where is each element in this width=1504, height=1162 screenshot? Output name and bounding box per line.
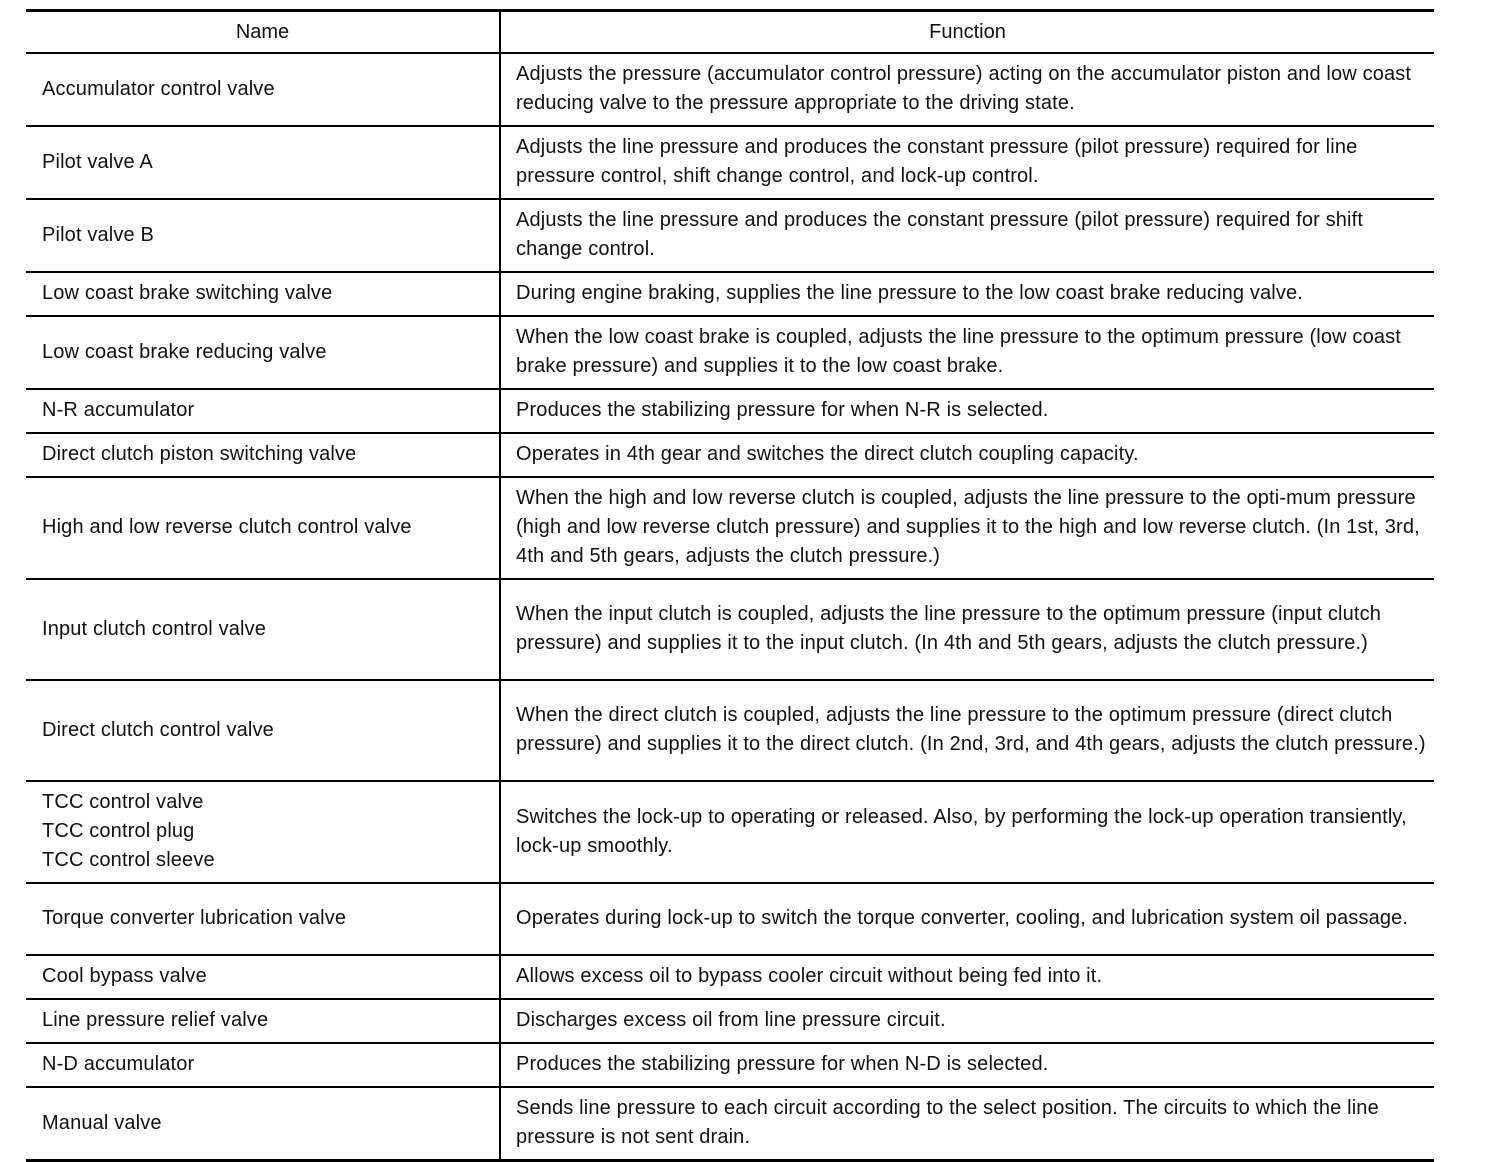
valve-name-cell bbox=[26, 272, 500, 316]
valve-name: TCC control valve bbox=[42, 791, 204, 813]
valve-name-cell bbox=[26, 199, 500, 272]
table-row bbox=[26, 579, 1434, 680]
valve-name: Manual valve bbox=[42, 1111, 162, 1134]
table-header-row bbox=[26, 11, 1434, 54]
valve-name-cell bbox=[26, 53, 500, 126]
valve-function-cell: During engine braking, supplies the line pressure to the low coast brake reducing valve. bbox=[500, 272, 1434, 316]
table-row bbox=[26, 1087, 1434, 1161]
valve-name: Pilot valve B bbox=[42, 223, 154, 246]
valve-function-table bbox=[26, 9, 1434, 1162]
valve-function-cell: Discharges excess oil from line pressure circuit. bbox=[500, 999, 1434, 1043]
table-row bbox=[26, 389, 1434, 433]
valve-name-cell bbox=[26, 579, 500, 680]
valve-function-cell: Switches the lock-up to operating or released. Also, by performing the lock-up operation transiently, lock-up smoothly. bbox=[500, 781, 1434, 883]
valve-name-cell bbox=[26, 1087, 500, 1161]
valve-function-cell: When the high and low reverse clutch is coupled, adjusts the line pressure to the opti-mum pressure (high and low reverse clutch pressure) and supplies it to the high and low reverse clutch. (In 1st, 3rd, 4th and 5th gears, adjusts the clutch pressure.) bbox=[500, 477, 1434, 579]
table-row bbox=[26, 53, 1434, 126]
valve-name-cell bbox=[26, 999, 500, 1043]
valve-name-cell bbox=[26, 433, 500, 477]
valve-name: TCC control plug bbox=[42, 820, 195, 842]
table-row bbox=[26, 126, 1434, 199]
valve-name: Direct clutch piston switching valve bbox=[42, 443, 357, 465]
valve-function-cell: Adjusts the line pressure and produces the constant pressure (pilot pressure) required for shift change control. bbox=[500, 199, 1434, 272]
table-row bbox=[26, 433, 1434, 477]
valve-name: N-R accumulator bbox=[42, 399, 195, 421]
valve-name: Cool bypass valve bbox=[42, 965, 207, 987]
column-header-function: Function bbox=[500, 11, 1434, 54]
table-row bbox=[26, 199, 1434, 272]
valve-name: Torque converter lubrication valve bbox=[42, 907, 347, 929]
valve-function-cell: Sends line pressure to each circuit according to the select position. The circuits to which the line pressure is not sent drain. bbox=[500, 1087, 1434, 1161]
valve-function-cell: When the direct clutch is coupled, adjusts the line pressure to the optimum pressure (direct clutch pressure) and supplies it to the direct clutch. (In 2nd, 3rd, and 4th gears, adjusts the clutch pressure.) bbox=[500, 680, 1434, 781]
valve-name-cell bbox=[26, 955, 500, 999]
valve-name-cell bbox=[26, 781, 500, 883]
table-row bbox=[26, 316, 1434, 389]
valve-function-cell: Produces the stabilizing pressure for when N-D is selected. bbox=[500, 1043, 1434, 1087]
column-header-name: Name bbox=[26, 11, 500, 54]
table-body bbox=[26, 53, 1434, 1161]
valve-name-cell bbox=[26, 389, 500, 433]
valve-name: Accumulator control valve bbox=[42, 77, 275, 100]
table-row bbox=[26, 955, 1434, 999]
valve-name: TCC control sleeve bbox=[42, 849, 215, 871]
valve-name-cell bbox=[26, 883, 500, 955]
valve-function-cell: When the low coast brake is coupled, adjusts the line pressure to the optimum pressure (low coast brake pressure) and supplies it to the low coast brake. bbox=[500, 316, 1434, 389]
valve-name: Low coast brake reducing valve bbox=[42, 340, 327, 363]
valve-name: Direct clutch control valve bbox=[42, 718, 274, 741]
table-row bbox=[26, 781, 1434, 883]
valve-function-cell: Produces the stabilizing pressure for when N-R is selected. bbox=[500, 389, 1434, 433]
table-row bbox=[26, 272, 1434, 316]
valve-function-cell: Adjusts the line pressure and produces the constant pressure (pilot pressure) required for line pressure control, shift change control, and lock-up control. bbox=[500, 126, 1434, 199]
valve-name-cell bbox=[26, 316, 500, 389]
table-row bbox=[26, 1043, 1434, 1087]
valve-name: N-D accumulator bbox=[42, 1053, 195, 1075]
valve-name-cell bbox=[26, 1043, 500, 1087]
valve-name-cell bbox=[26, 126, 500, 199]
valve-name-cell bbox=[26, 680, 500, 781]
valve-name: Input clutch control valve bbox=[42, 617, 267, 640]
valve-name: Line pressure relief valve bbox=[42, 1009, 269, 1031]
valve-function-cell: Operates during lock-up to switch the torque converter, cooling, and lubrication system oil passage. bbox=[500, 883, 1434, 955]
table-row bbox=[26, 883, 1434, 955]
table-row bbox=[26, 680, 1434, 781]
valve-name-cell bbox=[26, 477, 500, 579]
valve-function-cell: Allows excess oil to bypass cooler circuit without being fed into it. bbox=[500, 955, 1434, 999]
valve-name: High and low reverse clutch control valve bbox=[42, 516, 412, 538]
table-row bbox=[26, 477, 1434, 579]
valve-name: Low coast brake switching valve bbox=[42, 282, 333, 304]
valve-function-cell: Operates in 4th gear and switches the direct clutch coupling capacity. bbox=[500, 433, 1434, 477]
valve-function-cell: Adjusts the pressure (accumulator control pressure) acting on the accumulator piston and low coast reducing valve to the pressure appropriate to the driving state. bbox=[500, 53, 1434, 126]
valve-function-cell: When the input clutch is coupled, adjusts the line pressure to the optimum pressure (input clutch pressure) and supplies it to the input clutch. (In 4th and 5th gears, adjusts the clutch pressure.) bbox=[500, 579, 1434, 680]
table-row bbox=[26, 999, 1434, 1043]
valve-name: Pilot valve A bbox=[42, 150, 153, 173]
